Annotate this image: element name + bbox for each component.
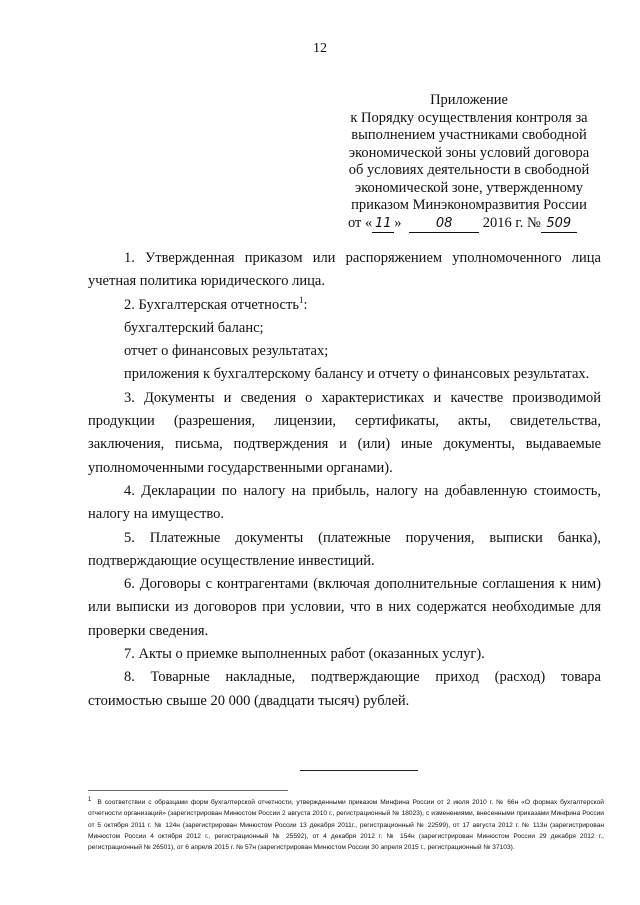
document-body [88, 247, 601, 713]
handwritten-month: 08 [435, 215, 453, 231]
paragraph-8: 8. Товарные накладные, подтверждающие приход (расход) товара стоимостью свыше 20 000 (двадцати тысяч) рублей. [88, 669, 601, 709]
paragraph-2-item-balance: бухгалтерский баланс; [124, 319, 264, 336]
paragraph-2-item-results: отчет о финансовых результатах; [124, 343, 329, 360]
appendix-header [330, 92, 608, 233]
footnote-reference: 1 [298, 294, 304, 305]
date-year: 2016 г. № [482, 214, 541, 231]
appendix-line: экономической зоны условий договора [348, 144, 590, 161]
paragraph-7: 7. Акты о приемке выполненных работ (оказанных услуг). [124, 646, 485, 663]
paragraph-2-item-appendices: приложения к бухгалтерскому балансу и отчету о финансовых результатах. [124, 366, 590, 383]
paragraph-2 [88, 294, 601, 317]
handwritten-order-number: 509 [546, 215, 572, 231]
appendix-line: экономической зоне, утвержденному [354, 179, 584, 196]
footnote [88, 795, 604, 853]
handwritten-day: 11 [375, 215, 392, 231]
footnote-text: В соответствии с образцами форм бухгалтерской отчетности, утвержденными приказом Минфина России от 2 июля 2010 г. № 66н «О формах бухгалтерской отчетности организаций» (зарегистрирован Минюстом России 2 августа 2010 г., регистрационный № 18023), с изменениями, внесенными приказами Минфина России от 5 октября 2011 г. № 124н (зарегистрирован Минюстом России 13 декабря 2011г., регистрационный № 22599), от 17 августа 2012 г. № 113н (зарегистрирован Минюстом России 4 октября 2012 г., регистрационный № 25592), от 4 декабря 2012 г. № 154н (зарегистрирован Минюстом России 29 декабря 2012 г., регистрационный № 26501), от 6 апреля 2015 г. № 57н (зарегистрирован Минюстом России 30 апреля 2015 г., регистрационный № 37103). [88, 799, 604, 851]
paragraph-6: 6. Договоры с контрагентами (включая дополнительные соглашения к ним) или выписки из договоров при условии, что в них содержатся необходимые для проверки сведения. [88, 576, 601, 639]
paragraph-5: 5. Платежные документы (платежные поручения, выписки банка), подтверждающие осуществление инвестиций. [88, 529, 601, 569]
appendix-line: приказом Минэкономразвития России [351, 197, 587, 213]
end-rule [300, 770, 418, 771]
paragraph-1: 1. Утвержденная приказом или распоряжением уполномоченного лица учетная политика юридического лица. [88, 250, 601, 290]
order-date-line [330, 215, 608, 234]
page-number: 12 [313, 41, 327, 56]
footnote-marker: 1 [88, 797, 92, 803]
paragraph-3: 3. Документы и сведения о характеристиках и качестве производимой продукции (разрешения, лицензии, сертификаты, акты, свидетельства, заключения, письма, подтверждения и (или) иные документы, выдаваемые уполномоченными государственными органами). [88, 389, 601, 476]
appendix-line: к Порядку осуществления контроля за [350, 109, 588, 126]
appendix-line: об условиях деятельности в свободной [348, 162, 590, 178]
paragraph-2-colon: : [303, 296, 308, 313]
paragraph-4: 4. Декларации по налогу на прибыль, налогу на добавленную стоимость, налогу на имущество. [88, 482, 601, 523]
appendix-line: выполнением участниками свободной [351, 127, 587, 143]
date-mid: » [394, 214, 402, 231]
paragraph-2-text: 2. Бухгалтерская отчетность [124, 296, 299, 313]
appendix-line: Приложение [430, 92, 508, 108]
footnote-separator [88, 790, 288, 791]
date-prefix: от « [348, 214, 373, 231]
